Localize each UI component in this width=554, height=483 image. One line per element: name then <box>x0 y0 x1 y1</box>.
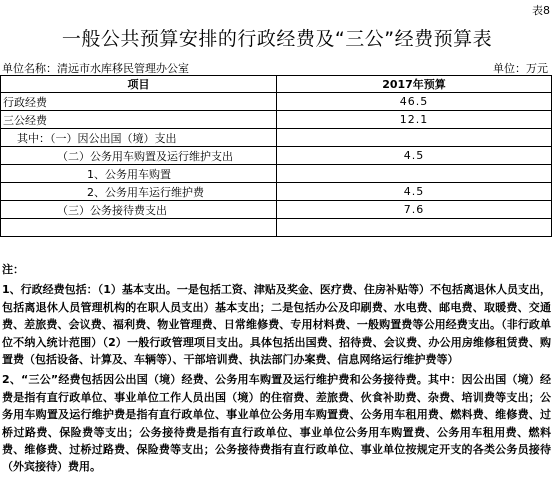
table-row <box>1 111 552 129</box>
row-value: 4.5 <box>277 147 552 165</box>
note-2: 2、“三公”经费包括因公出国（境）经费、公务用车购置及运行维护费和公务接待费。其中：因公出国（境）经费是指有直行政单位、事业单位工作人员出国（境）的住宿费、差旅费、伙食补助费、杂费、培训费等支出；公务用车购置及运行维护费是指有直行政单位、事业单位公务用车购置费、公务用车租用费、燃料费、维修费、过桥过路费、保险费等支出；公务接待费是指有直行政单位、事业单位公务用车购置费、公务用车租用费、燃料费、维修费、过桥过路费、保险费等支出；公务接待费指有直行政单位、事业单位按规定开支的各类公务员接待（外宾接待）费用。 <box>2 373 551 474</box>
row-value <box>277 129 552 147</box>
row-label: 1、公务用车购置 <box>1 165 277 183</box>
table-header-row <box>1 76 552 93</box>
row-value: 12.1 <box>277 111 552 129</box>
row-value <box>277 219 552 237</box>
row-label <box>1 219 277 237</box>
row-value: 4.5 <box>277 183 552 201</box>
table-row <box>1 165 552 183</box>
table-row <box>1 147 552 165</box>
row-value: 46.5 <box>277 93 552 111</box>
row-label: （三）公务接待费支出 <box>1 201 277 219</box>
unit-name-label: 单位名称：清远市水库移民管理办公室 <box>2 62 189 75</box>
table-row <box>1 219 552 237</box>
header-item: 项目 <box>1 76 277 93</box>
table-row <box>1 201 552 219</box>
note-1: 1、行政经费包括：（1）基本支出。一是包括工资、津贴及奖金、医疗费、住房补贴等）不包括离退休人员支出，包括离退休人员管理机构的在职人员支出）基本支出；二是包括办公及印刷费、水电费、邮电费、取暖费、交通费、差旅费、会议费、福利费、物业管理费、日常维修费、专用材料费、一般购置费等公用经费支出。（非行政单位不纳入统计范围）（2）一般行政管理项目支出。具体包括出国费、招待费、会议费、办公用房维修租赁费、购置费（包括设备、计算及、车辆等）、干部培训费、执法部门办案费、信息网络运行维护费等） <box>2 283 551 367</box>
budget-table <box>0 75 552 237</box>
table-row <box>1 183 552 201</box>
header-budget-2017: 2017年预算 <box>277 76 552 93</box>
notes-heading: 注： <box>2 263 24 276</box>
page-title: 一般公共预算安排的行政经费及“三公”经费预算表 <box>61 28 493 50</box>
table-number-tag: 表8 <box>532 4 550 17</box>
row-label: 行政经费 <box>1 93 277 111</box>
row-label: 三公经费 <box>1 111 277 129</box>
row-value <box>277 165 552 183</box>
row-value: 7.6 <box>277 201 552 219</box>
unit-money-label: 单位：万元 <box>493 62 548 75</box>
row-label: 其中：（一）因公出国（境）支出 <box>1 129 277 147</box>
row-label: （二）公务用车购置及运行维护支出 <box>1 147 277 165</box>
table-row <box>1 93 552 111</box>
notes-section <box>2 261 551 476</box>
row-label: 2、公务用车运行维护费 <box>1 183 277 201</box>
table-row <box>1 129 552 147</box>
